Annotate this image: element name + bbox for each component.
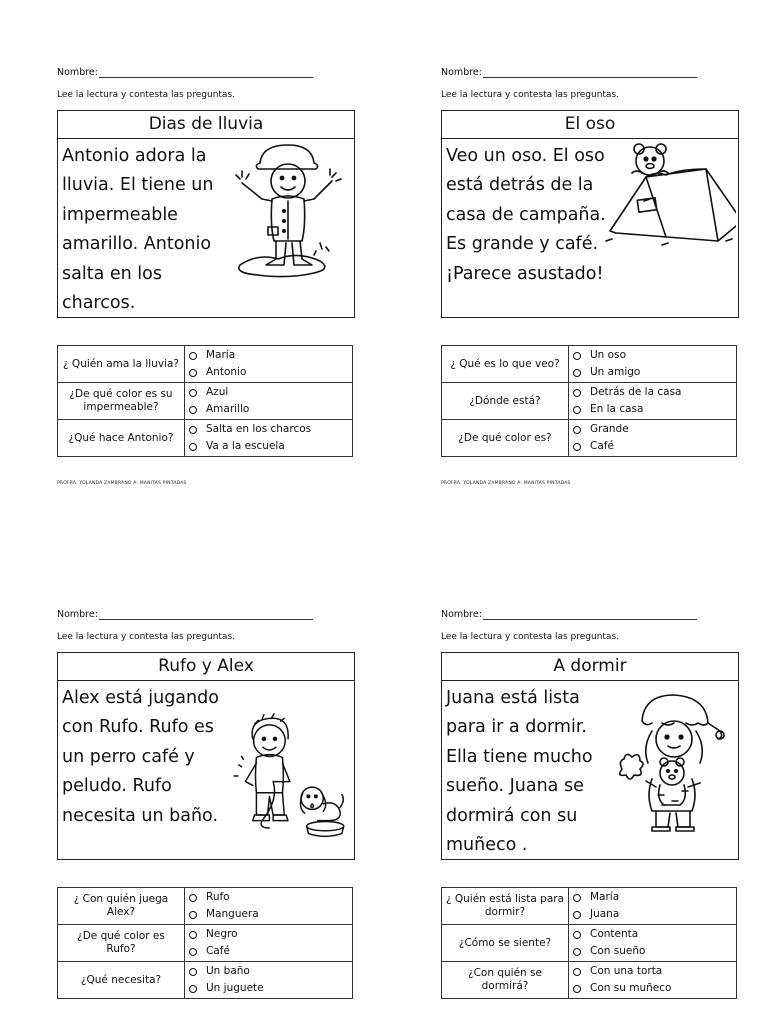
answer-circle-icon[interactable]: [189, 931, 197, 939]
story-title: Rufo y Alex: [58, 653, 354, 681]
question-text: ¿ Quién ama la lluvia?: [58, 346, 185, 383]
question-text: ¿Qué necesita?: [58, 962, 185, 999]
question-row: [58, 420, 353, 457]
answer-circle-icon[interactable]: [189, 948, 197, 956]
answer-circle-icon[interactable]: [573, 406, 581, 414]
answer-option[interactable]: [573, 364, 732, 381]
question-text: ¿De qué color es su impermeable?: [58, 383, 185, 420]
answer-option[interactable]: [189, 384, 348, 401]
story-line: casa de campaña.: [446, 204, 606, 225]
answer-option[interactable]: [189, 889, 348, 906]
story-line: muñeco .: [446, 835, 528, 856]
question-text: ¿Con quién se dormirá?: [442, 962, 569, 999]
question-row: [58, 925, 353, 962]
instruction-text: Lee la lectura y contesta las preguntas.: [441, 632, 620, 642]
answer-option[interactable]: [189, 943, 348, 960]
story-line: Juana está lista: [446, 688, 580, 708]
story-line: sueño. Juana se: [446, 776, 584, 797]
option-label: María: [590, 891, 620, 903]
name-row: [441, 64, 739, 78]
worksheet-card-el-oso: [441, 64, 739, 486]
option-label: Detrás de la casa: [590, 386, 682, 398]
worksheet-card-rufo-y-alex: [57, 606, 355, 999]
story-line: un perro café y: [62, 746, 195, 767]
answer-circle-icon[interactable]: [573, 968, 581, 976]
answer-circle-icon[interactable]: [573, 894, 581, 902]
answer-circle-icon[interactable]: [189, 426, 197, 434]
worksheet-card-a-dormir: [441, 606, 739, 999]
answer-option[interactable]: [189, 963, 348, 980]
answer-option[interactable]: [573, 906, 732, 923]
question-row: [58, 962, 353, 999]
name-blank-line[interactable]: [99, 611, 313, 620]
story-title: El oso: [442, 111, 738, 139]
answer-option[interactable]: [189, 347, 348, 364]
question-text: ¿ Quién está lista para dormir?: [442, 888, 569, 925]
question-text: ¿ Con quién juega Alex?: [58, 888, 185, 925]
question-text: ¿Qué hace Antonio?: [58, 420, 185, 457]
answer-option[interactable]: [189, 926, 348, 943]
answer-circle-icon[interactable]: [573, 931, 581, 939]
answer-option[interactable]: [573, 963, 732, 980]
option-label: Un juguete: [206, 982, 264, 994]
option-label: Un amigo: [590, 366, 641, 378]
name-label: Nombre:: [441, 609, 482, 620]
answer-option[interactable]: [573, 421, 732, 438]
option-label: Rufo: [206, 891, 230, 903]
instruction-text: Lee la lectura y contesta las preguntas.: [441, 90, 620, 100]
instruction-text: Lee la lectura y contesta las preguntas.: [57, 632, 236, 642]
story-box: [57, 652, 355, 860]
story-line: con Rufo. Rufo es: [62, 717, 214, 738]
answer-circle-icon[interactable]: [189, 369, 197, 377]
answer-circle-icon[interactable]: [573, 389, 581, 397]
answer-option[interactable]: [189, 438, 348, 455]
option-label: Contenta: [590, 928, 639, 940]
answer-circle-icon[interactable]: [573, 369, 581, 377]
option-label: Café: [206, 945, 230, 957]
answer-circle-icon[interactable]: [189, 968, 197, 976]
story-line: amarillo. Antonio: [62, 234, 212, 255]
name-label: Nombre:: [57, 67, 98, 78]
story-title: Dias de lluvia: [58, 111, 354, 139]
name-blank-line[interactable]: [483, 611, 697, 620]
option-label: Negro: [206, 928, 238, 940]
answer-option[interactable]: [573, 347, 732, 364]
answer-circle-icon[interactable]: [189, 894, 197, 902]
story-title: A dormir: [442, 653, 738, 681]
story-box: [441, 652, 739, 860]
question-row: [442, 925, 737, 962]
boy-washing-dog-illustration: [228, 711, 348, 841]
footer-credit: PROFRA. YOLANDA ZAMBRANO A. MANITAS PINTADAS: [441, 481, 571, 486]
name-label: Nombre:: [441, 67, 482, 78]
answer-option[interactable]: [189, 364, 348, 381]
question-row: [442, 420, 737, 457]
bear-tent-illustration: [596, 141, 736, 281]
answer-option[interactable]: [573, 926, 732, 943]
question-row: [58, 888, 353, 925]
answer-circle-icon[interactable]: [189, 389, 197, 397]
story-box: [441, 110, 739, 318]
option-label: Manguera: [206, 908, 259, 920]
name-row: [57, 606, 355, 620]
name-blank-line[interactable]: [483, 69, 697, 78]
questions-table: [441, 887, 737, 999]
option-label: Con sueño: [590, 945, 646, 957]
answer-circle-icon[interactable]: [573, 948, 581, 956]
instruction-text: Lee la lectura y contesta las preguntas.: [57, 90, 236, 100]
name-blank-line[interactable]: [99, 69, 313, 78]
option-label: Un baño: [206, 965, 250, 977]
questions-table: [57, 887, 353, 999]
question-row: [442, 383, 737, 420]
story-line: Alex está jugando: [62, 688, 219, 708]
answer-option[interactable]: [189, 401, 348, 418]
story-text: [62, 142, 252, 318]
answer-circle-icon[interactable]: [189, 406, 197, 414]
answer-circle-icon[interactable]: [573, 352, 581, 360]
answer-circle-icon[interactable]: [189, 911, 197, 919]
option-label: Amarillo: [206, 403, 250, 415]
option-label: Salta en los charcos: [206, 423, 312, 435]
answer-circle-icon[interactable]: [573, 911, 581, 919]
story-line: salta en los: [62, 263, 162, 284]
answer-option[interactable]: [573, 943, 732, 960]
answer-option[interactable]: [573, 401, 732, 418]
story-line: peludo. Rufo: [62, 776, 172, 797]
answer-circle-icon[interactable]: [189, 352, 197, 360]
story-text: [62, 684, 252, 831]
boy-raincoat-illustration: [228, 141, 348, 281]
story-line: necesita un baño.: [62, 805, 219, 826]
story-line: Es grande y café.: [446, 234, 599, 255]
story-line: está detrás de la: [446, 175, 594, 196]
answer-option[interactable]: [573, 889, 732, 906]
footer-credit: PROFRA. YOLANDA ZAMBRANO A. MANITAS PINTADAS: [57, 481, 187, 486]
answer-option[interactable]: [573, 384, 732, 401]
option-label: Grande: [590, 423, 629, 435]
answer-circle-icon[interactable]: [189, 443, 197, 451]
girl-with-teddy-illustration: [612, 681, 732, 841]
option-label: Un oso: [590, 349, 626, 361]
question-text: ¿De qué color es?: [442, 420, 569, 457]
answer-circle-icon[interactable]: [573, 985, 581, 993]
option-label: Café: [590, 440, 614, 452]
option-label: Azul: [206, 386, 229, 398]
story-line: impermeable: [62, 204, 178, 225]
worksheet-card-dias-de-lluvia: [57, 64, 355, 486]
option-label: Va a la escuela: [206, 440, 285, 452]
question-row: [442, 962, 737, 999]
answer-circle-icon[interactable]: [573, 443, 581, 451]
story-text: [446, 684, 636, 860]
question-row: [58, 346, 353, 383]
name-row: [441, 606, 739, 620]
answer-option[interactable]: [573, 980, 732, 997]
story-line: Antonio adora la: [62, 146, 207, 166]
option-label: Con su muñeco: [590, 982, 672, 994]
story-line: dormirá con su: [446, 805, 578, 826]
option-label: Antonio: [206, 366, 247, 378]
answer-option[interactable]: [189, 906, 348, 923]
story-line: Veo un oso. El oso: [446, 146, 605, 166]
question-row: [442, 346, 737, 383]
option-label: María: [206, 349, 236, 361]
option-label: Juana: [590, 908, 620, 920]
answer-option[interactable]: [573, 438, 732, 455]
questions-table: [441, 345, 737, 457]
option-label: Con una torta: [590, 965, 663, 977]
question-row: [442, 888, 737, 925]
answer-circle-icon[interactable]: [573, 426, 581, 434]
name-label: Nombre:: [57, 609, 98, 620]
question-text: ¿Cómo se siente?: [442, 925, 569, 962]
story-line: para ir a dormir.: [446, 717, 587, 738]
story-line: Ella tiene mucho: [446, 746, 593, 767]
question-text: ¿ Qué es lo que veo?: [442, 346, 569, 383]
story-box: [57, 110, 355, 318]
question-text: ¿De qué color es Rufo?: [58, 925, 185, 962]
story-line: ¡Parece asustado!: [446, 263, 604, 284]
name-row: [57, 64, 355, 78]
story-line: lluvia. El tiene un: [62, 175, 214, 196]
question-row: [58, 383, 353, 420]
story-line: charcos.: [62, 293, 136, 314]
answer-circle-icon[interactable]: [189, 985, 197, 993]
answer-option[interactable]: [189, 421, 348, 438]
questions-table: [57, 345, 353, 457]
option-label: En la casa: [590, 403, 644, 415]
answer-option[interactable]: [189, 980, 348, 997]
question-text: ¿Dónde está?: [442, 383, 569, 420]
